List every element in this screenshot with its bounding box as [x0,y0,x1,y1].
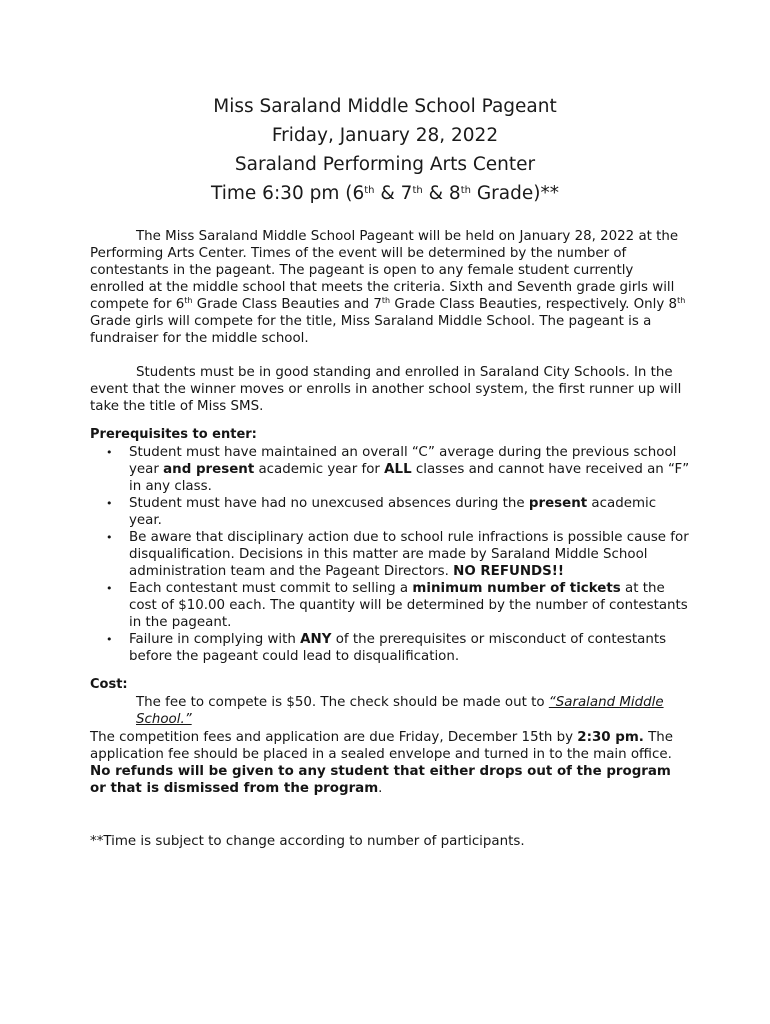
event-venue: Saraland Performing Arts Center [234,154,536,175]
pageant-title: Miss Saraland Middle School Pageant [213,96,557,117]
cost-fee-line: The fee to compete is $50. The check should be made out to “Saraland Middle School.” [136,695,664,727]
event-date: Friday, January 28, 2022 [271,125,499,146]
list-item: • Student must have had no unexcused absences during the present academic year. [106,496,657,528]
payee-name: “Saraland Middle School.” [136,695,664,727]
standing-paragraph: Students must be in good standing and enrolled in Saraland City Schools. In the event that the winner moves or enrolls in another school system, the first runner up will take the title of Miss SMS. [90,365,682,414]
prerequisites-heading: Prerequisites to enter: [90,427,257,442]
footnote: **Time is subject to change according to number of participants. [90,834,525,849]
bullet-icon: • [106,582,113,595]
list-item: • Failure in complying with ANY of the prerequisites or misconduct of contestants before the pageant could lead to disqualification. [106,632,667,664]
bullet-icon: • [106,446,113,459]
bullet-icon: • [106,497,113,510]
list-item: • Each contestant must commit to selling a minimum number of tickets at the cost of $10.00 each. The quantity will be determined by the number of contestants in the pageant. [106,581,688,630]
cost-heading: Cost: [90,677,128,692]
title-block [0,92,770,208]
list-item: • Be aware that disciplinary action due to school rule infractions is possible cause for disqualification. Decisions in this matter are made by Saraland Middle School administration team and the Pageant Directors. NO REFUNDS!! [106,530,689,579]
deadline-paragraph: The competition fees and application are due Friday, December 15th by 2:30 pm. The application fee should be placed in a sealed envelope and turned in to the main office. No refunds will be given to any student that either drops out of the program or that is dismissed from the program. [90,730,674,796]
list-item: • Student must have maintained an overall “C” average during the previous school year and present academic year for ALL classes and cannot have received an “F” in any class. [106,445,690,494]
intro-paragraph: The Miss Saraland Middle School Pageant will be held on January 28, 2022 at the Performing Arts Center. Times of the event will be determined by the number of contestants in the pageant. The pageant is open to any female student currently enrolled at the middle school that meets the criteria. Sixth and Seventh grade girls will compete for 6th Grade Class Beauties and 7th Grade Class Beauties, respectively. Only 8th Grade girls will compete for the title, Miss Saraland Middle School. The pageant is a fundraiser for the middle school. [90,229,686,346]
bullet-icon: • [106,633,113,646]
bullet-icon: • [106,531,113,544]
prerequisites-list [90,444,690,665]
event-time: Time 6:30 pm (6th & 7th & 8th Grade)** [211,183,559,204]
